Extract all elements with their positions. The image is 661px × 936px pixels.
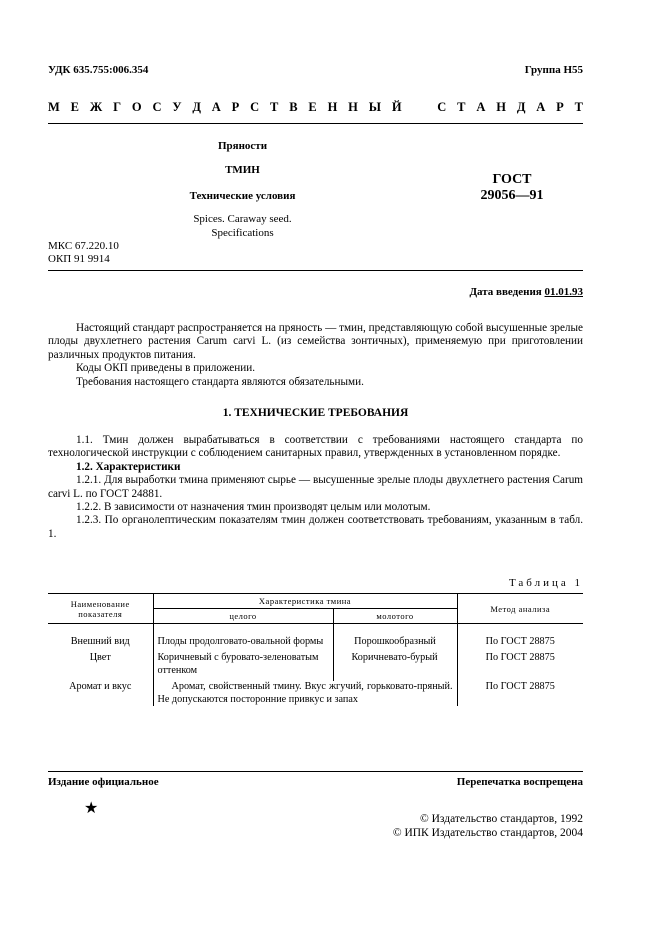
star-icon: ★ — [84, 800, 99, 817]
intro-paragraph: Коды ОКП приведены в приложении. — [76, 362, 256, 375]
banner-letter: М — [48, 100, 60, 114]
banner-letter: Т — [270, 100, 279, 114]
gost-label: ГОСТ — [492, 172, 532, 187]
effective-date — [469, 286, 583, 298]
banner-letter: Ж — [89, 100, 103, 114]
row-whole: Коричневый с буровато-зеленоватым оттенком — [153, 652, 333, 677]
table-row — [48, 636, 583, 649]
header-rule — [48, 270, 583, 271]
banner-letter: Е — [70, 100, 79, 114]
banner-letter: С — [152, 100, 162, 114]
row-method: По ГОСТ 28875 — [457, 652, 583, 677]
col-header-name: Наименование показателя — [48, 594, 153, 624]
copyright-2004: © ИПК Издательство стандартов, 2004 — [392, 827, 583, 839]
banner-letter: С — [250, 100, 260, 114]
banner-letter — [412, 100, 426, 115]
copyright — [393, 812, 583, 840]
gost-number: 29056—91 — [480, 188, 544, 204]
row-name: Аромат и вкус — [69, 681, 132, 692]
banner-letter: А — [476, 100, 486, 114]
section1-body — [48, 434, 583, 541]
table-row — [48, 652, 583, 677]
banner-letter: У — [172, 100, 182, 114]
banner-letter: Т — [457, 100, 466, 114]
banner-rule — [48, 123, 583, 124]
col-header-method: Метод анализа — [457, 594, 583, 624]
intro — [48, 322, 583, 389]
banner-letter: Н — [348, 100, 358, 114]
section-title: 1. ТЕХНИЧЕСКИЕ ТРЕБОВАНИЯ — [222, 407, 409, 419]
gost-id — [462, 172, 562, 204]
effective-date-label: Дата введения — [469, 286, 542, 298]
col-header-characteristic: Характеристика тмина — [153, 594, 457, 609]
clause-1-2-2: 1.2.2. В зависимости от назначения тмин производят целым или молотым. — [76, 501, 431, 514]
intro-paragraph: Настоящий стандарт распространяется на пряность — тмин, представляющую собой высушенные зрелые плоды двухлетнего растения Carum carvi L. (из семейства зонтичных), применяемую при приготовлении различных продуктов питания. — [48, 322, 583, 361]
title-category: Пряности — [217, 140, 268, 152]
clause-1-2-3: 1.2.3. По органолептическим показателям тмин должен соответствовать требованиям, указанным в табл. 1. — [48, 514, 583, 540]
banner-letter: Д — [192, 100, 201, 114]
banner-letter: Ы — [368, 100, 382, 114]
col-header-ground: молотого — [333, 609, 457, 624]
row-method: По ГОСТ 28875 — [457, 681, 583, 706]
row-whole: Плоды продолговато-овальной формы — [153, 636, 333, 649]
row-method: По ГОСТ 28875 — [457, 636, 583, 649]
banner-letter: А — [211, 100, 221, 114]
table-caption: Таблица 1 — [508, 577, 583, 589]
clause-1-2-1: 1.2.1. Для выработки тмина применяют сырье — высушенные зрелые плоды двухлетнего растения Carum carvi L. по ГОСТ 24881. — [48, 474, 583, 500]
banner-letter: О — [131, 100, 142, 114]
title-english-line1: Spices. Caraway seed. — [193, 213, 292, 225]
table-row — [48, 681, 583, 706]
title-subtitle: Технические условия — [189, 190, 296, 202]
banner-letter: Г — [113, 100, 122, 114]
effective-date-value: 01.01.93 — [544, 286, 583, 298]
banner-letter: Е — [308, 100, 317, 114]
title-english — [150, 213, 335, 241]
okp-code: ОКП 91 9914 — [48, 253, 110, 266]
banner-letter: Й — [391, 100, 402, 114]
classification-codes — [48, 240, 119, 266]
standard-banner — [48, 100, 583, 115]
official-edition: Издание официальное — [48, 776, 159, 788]
clause-1-2-heading: 1.2. Характеристики — [76, 460, 181, 473]
row-ground: Порошкообразный — [333, 636, 457, 649]
reprint-notice: Перепечатка воспрещена — [456, 776, 583, 788]
banner-letter: В — [289, 100, 298, 114]
characteristics-table — [48, 593, 583, 706]
title-english-line2: Specifications — [211, 226, 274, 239]
intro-paragraph: Требования настоящего стандарта являются обязательными. — [76, 375, 364, 388]
clause-1-1: 1.1. Тмин должен вырабатываться в соответствии с требованиями настоящего стандарта по технологической инструкции с соблюдением санитарных правил, утвержденных в установленном порядке. — [48, 434, 583, 460]
row-name: Внешний вид — [70, 635, 130, 647]
banner-letter: Р — [231, 100, 240, 114]
row-aroma-text: Аромат, свойственный тмину. Вкус жгучий, горьковато-пряный. Не допускаются посторонние привкус и запах — [153, 681, 457, 706]
banner-letter: Т — [574, 100, 583, 114]
mks-code: МКС 67.220.10 — [48, 240, 119, 252]
footer-rule — [48, 771, 583, 772]
copyright-1992: © Издательство стандартов, 1992 — [419, 813, 583, 825]
banner-letter: А — [536, 100, 546, 114]
group-code: Группа Н55 — [524, 64, 583, 76]
banner-letter: Р — [556, 100, 564, 114]
row-name: Цвет — [89, 652, 111, 663]
banner-letter: С — [437, 100, 447, 114]
banner-letter: Н — [327, 100, 338, 114]
row-ground: Коричневато-бурый — [333, 652, 457, 677]
col-header-whole: целого — [153, 609, 333, 624]
title-name: ТМИН — [225, 164, 260, 176]
udk-code: УДК 635.755:006.354 — [48, 64, 149, 76]
banner-letter: Д — [516, 100, 526, 114]
banner-letter: Н — [496, 100, 506, 114]
